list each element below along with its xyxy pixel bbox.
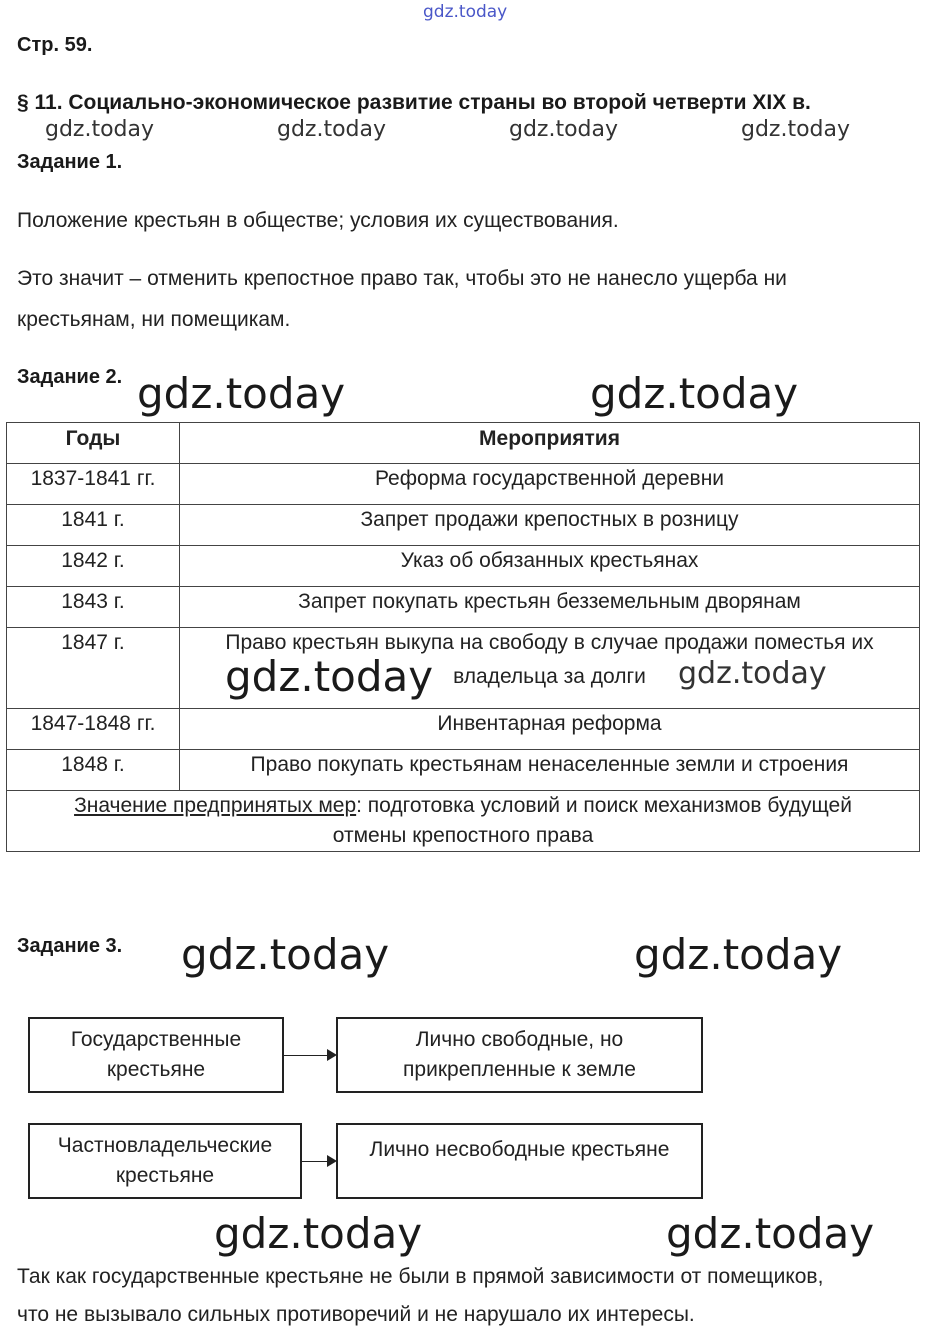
summary-text-line1: : подготовка условий и поиск механизмов будущей bbox=[356, 794, 852, 817]
table-row bbox=[7, 750, 920, 791]
task1-answer2-line2: крестьянам, ни помещикам. bbox=[17, 308, 291, 331]
year-cell: 1842 г. bbox=[7, 546, 180, 587]
watermark: gdz.today bbox=[181, 930, 390, 979]
measure-cell: Запрет покупать крестьян безземельным дворянам bbox=[180, 587, 920, 628]
watermark: gdz.today bbox=[741, 117, 851, 142]
task3-heading: Задание 3. bbox=[17, 935, 123, 957]
watermark: gdz.today bbox=[214, 1209, 423, 1258]
year-cell: 1847-1848 гг. bbox=[7, 709, 180, 750]
watermark: gdz.today bbox=[634, 930, 843, 979]
measure-cell: Право покупать крестьянам ненаселенные земли и строения bbox=[180, 750, 920, 791]
measure-cell: Запрет продажи крепостных в розницу bbox=[180, 505, 920, 546]
watermark: gdz.today bbox=[509, 117, 619, 142]
arrow-line bbox=[284, 1055, 328, 1056]
measure-cell: Реформа государственной деревни bbox=[180, 464, 920, 505]
measures-table bbox=[6, 422, 920, 852]
watermark: gdz.today bbox=[225, 652, 434, 701]
year-cell: 1837-1841 гг. bbox=[7, 464, 180, 505]
watermark: gdz.today bbox=[590, 369, 799, 418]
column-header-measures: Мероприятия bbox=[180, 423, 920, 464]
table-row bbox=[7, 464, 920, 505]
box-label-line1: Частновладельческие bbox=[57, 1134, 273, 1157]
section-title: § 11. Социально-экономическое развитие страны во второй четверти XIX в. bbox=[17, 91, 811, 114]
table-row bbox=[7, 587, 920, 628]
year-cell: 1848 г. bbox=[7, 750, 180, 791]
column-header-years: Годы bbox=[7, 423, 180, 464]
box-label-line1: Государственные bbox=[70, 1028, 242, 1051]
table-row bbox=[7, 546, 920, 587]
table-row bbox=[7, 709, 920, 750]
watermark-top: gdz.today bbox=[423, 2, 508, 22]
watermark: gdz.today bbox=[666, 1209, 875, 1258]
private-peasants-box bbox=[28, 1123, 302, 1199]
page-reference: Стр. 59. bbox=[17, 34, 93, 56]
personally-free-box bbox=[336, 1017, 703, 1093]
watermark: gdz.today bbox=[678, 656, 827, 691]
task1-heading: Задание 1. bbox=[17, 151, 123, 173]
task2-heading: Задание 2. bbox=[17, 366, 123, 388]
task3-conclusion-line1: Так как государственные крестьяне не были в прямой зависимости от помещиков, bbox=[17, 1265, 824, 1288]
table-row bbox=[7, 505, 920, 546]
summary-label: Значение предпринятых мер bbox=[74, 794, 357, 817]
summary-cell bbox=[7, 791, 920, 852]
table-summary-row bbox=[7, 791, 920, 852]
box-label-line2: прикрепленные к земле bbox=[403, 1058, 636, 1081]
box-label-line2: крестьяне bbox=[106, 1058, 206, 1081]
watermark: gdz.today bbox=[277, 117, 387, 142]
watermark: gdz.today bbox=[45, 117, 155, 142]
state-peasants-box bbox=[28, 1017, 284, 1093]
task3-conclusion-line2: что не вызывало сильных противоречий и не нарушало их интересы. bbox=[17, 1303, 695, 1326]
arrow-line bbox=[302, 1161, 328, 1162]
year-cell: 1843 г. bbox=[7, 587, 180, 628]
summary-text-line2: отмены крепостного права bbox=[332, 824, 594, 847]
table-header-row bbox=[7, 423, 920, 464]
task1-answer2-line1: Это значит – отменить крепостное право так, чтобы это не нанесло ущерба ни bbox=[17, 267, 787, 290]
not-free-box bbox=[336, 1123, 703, 1199]
box-label-line1: Лично свободные, но bbox=[415, 1028, 624, 1051]
measure-cell: Инвентарная реформа bbox=[180, 709, 920, 750]
watermark: gdz.today bbox=[137, 369, 346, 418]
measure-cell: Указ об обязанных крестьянах bbox=[180, 546, 920, 587]
measure-cell-line2: владельца за долги bbox=[453, 665, 646, 688]
task1-answer1: Положение крестьян в обществе; условия их существования. bbox=[17, 209, 619, 232]
box-label-line2: крестьяне bbox=[115, 1164, 215, 1187]
measure-cell-line1: Право крестьян выкупа на свободу в случае продажи поместья их bbox=[225, 631, 874, 654]
year-cell: 1847 г. bbox=[7, 628, 180, 709]
box-label-line1: Лично несвободные крестьяне bbox=[369, 1138, 670, 1161]
year-cell: 1841 г. bbox=[7, 505, 180, 546]
